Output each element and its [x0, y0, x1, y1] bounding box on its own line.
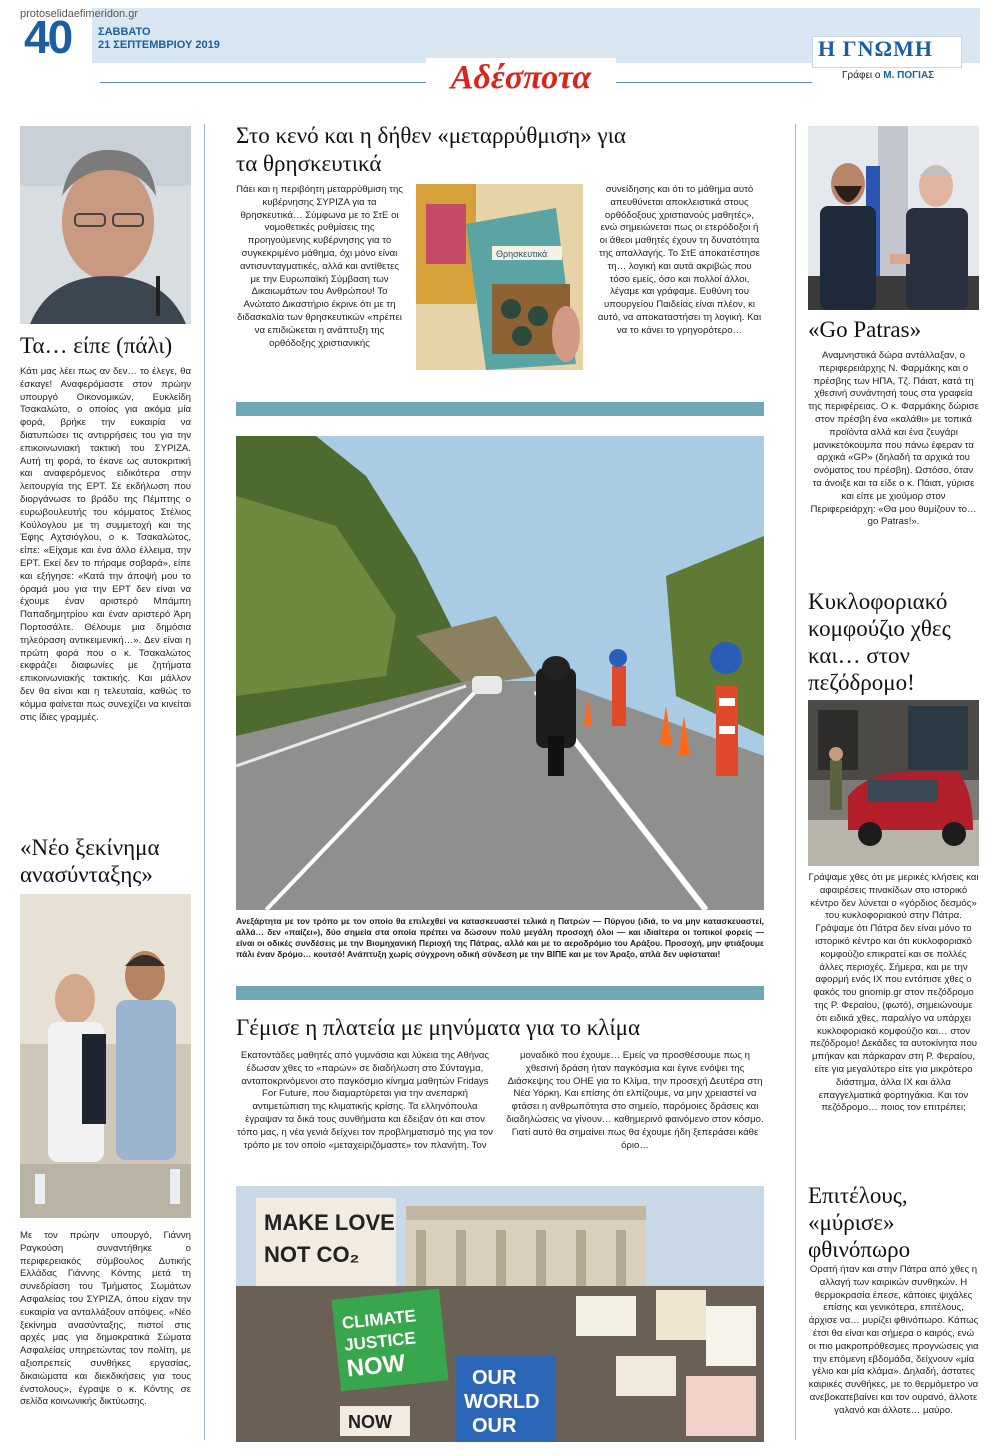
divider-band-1 — [236, 402, 764, 416]
photo-caption-road: Ανεξάρτητα με τον τρόπο με τον οποίο θα επιλεχθεί να κατασκευαστεί τελικά η Πατρών — Πύργου (ιδιά, το να μην κατασκευαστεί, αλλά… δεν «παίζει»), δύο σημεία στα οποία πρέπει να δώσουν πολύ μεγάλη προσοχή όλοι — και ιδιαίτερα οι τοπικοί φορείς — είναι οι οδικές συνδέσεις με την Βιομηχανική Περιοχή της Πάτρας, αλλά και με το αεροδρόμιο του Αράξου. Προσοχή, μην φτιάξουμε πάλι έναν δρόμο… κουτσό! Ανάπτυξη χωρίς σύγχρονη οδική σύνδεση με την ΒΙΠΕ και με τον Άραξο, απλά δεν υφίσταται! — [236, 916, 764, 959]
section-rule-left — [100, 82, 430, 83]
story-body-komfouzio: Γράψαμε χθες ότι με μερικές κλήσεις και αφαιρέσεις πινακίδων στο ιστορικό κέντρο δεν λύνεται ο «γόρδιος δεσμός» του κυκλοφοριακού στην Πάτρα. Γράψαμε ότι Πάτρα δεν είναι μόνο το ιστορικό κέντρο και ότι κυκλοφοριακό κομφούζιο επικρατεί και σε πολλές άλλες περιοχές. Σήμερα, και με την αφορμή ενός ΙΧ που εντόπισε χθες ο φακός του gnomip.gr στον πεζόδρομο της Ρ. Φεραίου, (φωτό), σημειώνουμε ότι ειδικά χθες, παραλίγο να υπάρχει κυκλοφοριακό κομφούζιο και… στον πεζόδρομο! Δεκάδες τα αυτοκίνητα που μπήκαν και πάρκαραν στη Ρ. Φεραίου, είτε για μεγαλύτερο είτε για μικρότερο διάστημα, άλλα ΙΧ και άλλα επαγγελματικά φορτηγάκια. Και τον πεζόδρομο… ποιος τον επιτρέπει; — [808, 872, 979, 1114]
sign-text-2a: CLIMATE — [341, 1306, 417, 1333]
issue-date — [98, 26, 220, 52]
column-byline — [842, 70, 934, 81]
story-title-komfouzio: Κυκλοφοριακό κομφούζιο χθες και… στον πεζόδρομο! — [808, 589, 951, 695]
section-rule-right — [612, 82, 812, 83]
photo-farmakis-pyatt — [808, 126, 979, 310]
story-col1-thriskeftika: Πάει και η περιβόητη μεταρρύθμιση της κυβέρνησης ΣΥΡΙΖΑ για τα θρησκευτικά… Σύμφωνα με το ΣτΕ οι νομοθετικές ρυθμίσεις της προηγούμενης κυβέρνησης για το συγκεκριμένο μάθημα, όχι μόνο είναι αντισυνταγματικές, αλλά και αντίθετες με την Ευρωπαϊκή Σύμβαση των Δικαιωμάτων του Ανθρώπου! Το Ανώτατο Δικαστήριο έκρινε ότι με τη διδασκαλία των θρησκευτικών «πρέπει να επιδιώκεται η ανάπτυξη της ορθόδοξης χριστιανικής — [236, 184, 403, 349]
story-title-anasyntaxi: «Νέο ξεκίνημα ανασύνταξης» — [20, 835, 160, 887]
byline-author: Μ. ΠΟΓΙΑΣ — [883, 70, 935, 81]
divider-band-2 — [236, 986, 764, 1000]
story-body-tsakalotos: Κάτι μας λέει πως αν δεν… το έλεγε, θα έσκαγε! Αναφερόμαστε στον πρώην υπουργό Οικονομικών, Ευκλείδη Τσακαλώτο, ο οποίος για ακόμα μία φορά, βρήκε την ευκαιρία να διατυπώσει τις αντιρρήσεις του για την επικοινωνιακή τακτική του ΣΥΡΙΖΑ. Αυτή τη φορά, το έκανε ως αυτοκριτική και αναφερόμενος ειδικότερα στην λειτουργία της ΕΡΤ. Σε εκδήλωση που διοργάνωσε το βράδυ της Πέμπτης ο ευρωβουλευτής του κόμματος Στέλιος Κούλογλου με τη συμμετοχή και της Έφης Αχτσιόγλου, ο κ. Τσακαλώτος, είπε: «Είχαμε και ένα άλλο έλλειμα, την ΕΡΤ. Εκεί δεν το πήραμε σοβαρά», είπε και εξήγησε: «Κατά την άποψή μου το όραμά μου για την ΕΡΤ δεν είναι να έχουμε έναν αριστερό Μπάμπη Παπαδημητρίου και έναν αριστερό Άρη Πορτοσάλτε. Θέλουμε μια δημόσια τηλεόραση αντικειμενική…». Δεν είναι η πρώτη φορά που ο κ. Τσακαλώτος εκφράζει διαφωνίες με ζητήματα επικοινωνιακής τακτικής. Και μάλλον δεν θα είναι και η τελευταία, καθώς το κόμμα φαίνεται πως συνεχίζει να κινείται στις ίδιες γραμμές. — [20, 366, 191, 723]
story-title-go-patras: «Go Patras» — [808, 317, 922, 342]
photo-car-art — [808, 700, 979, 866]
sign-text-3a: OUR — [472, 1367, 517, 1389]
photo-road-art — [236, 436, 764, 910]
page-number: 40 — [24, 11, 72, 63]
photo-ragousis-kontis — [20, 894, 191, 1218]
photo-protest-art — [236, 1186, 764, 1442]
section-title: Αδέσποτα — [426, 58, 616, 98]
photo-religious-books — [416, 184, 583, 370]
issue-date-text: 21 ΣΕΠΤΕΜΒΡΙΟΥ 2019 — [98, 39, 220, 51]
sign-text-1a: MAKE LOVE — [264, 1210, 395, 1235]
story-title-tsakalotos: Τα… είπε (πάλι) — [20, 333, 173, 358]
book-title: Θρησκευτικά — [496, 249, 548, 259]
sign-text-2c: NOW — [345, 1349, 407, 1383]
story-body-anasyntaxi: Με τον πρώην υπουργό, Γιάννη Ραγκούση συναντήθηκε ο περιφερειακός σύμβουλος Δυτικής Ελλάδας Γιάννης Κόντης μετά τη συνεδρίαση του Τμήματος Σωμάτων Ασφαλείας του ΣΥΡΙΖΑ, όπου είχαν την ευκαιρία να ανταλλάξουν απόψεις. «Νέο ξεκίνημα ανασύνταξης, πιστοί στις αρχές μας για δημοκρατικά Σώματα Ασφαλείας υπηρετώντας τον πολίτη, με αξιοπρεπείς συνθήκες εργασίας, δικαιώματα και διεκδικήσεις για τους ένστολους», έγραψε ο κ. Κόντης σε σελίδα κοινωνικής δικτύωσης. — [20, 1230, 191, 1408]
story-col2-klima: μοναδικό που έχουμε… Εμείς να προσθέσουμε πως η χθεσινή δράση ήταν παγκόσμια και έγινε ενόψει της Διάσκεψης του ΟΗΕ για το Κλίμα, την προσεχή Δευτέρα στη Νέα Υόρκη. Και επίσης ότι ελπίζουμε, να μην χρειαστεί να φτάσει η ανθρωπότητα στο σημείο, παρόμοιες δράσεις και διαδηλώσεις να γίνουν… καθημερινό φαινόμενο στον κόσμο. Γιατί αυτό θα σημαίνει πως θα έχουμε ήδη ξεπεράσει κάθε όριο… — [506, 1050, 764, 1151]
photo-religious-books-art — [416, 184, 583, 370]
sign-text-3c: OUR — [472, 1415, 517, 1437]
newspaper-logo: Η ΓΝΩΜΗ — [818, 36, 933, 61]
story-col2-thriskeftika: συνείδησης και ότι το μάθημα αυτό απευθύνεται αποκλειστικά στους ορθόδοξους χριστιανούς μαθητές», ενώ σημειώνεται πως οι ετερόδοξοι ή οι άθεοι μαθητές έχουν τη δυνατότητα της απαλλαγής. Το ΣτΕ αποκατέστησε τη… λογική και αυτά ακριβώς που τόσο εμείς, όσο και πολλοί άλλοι, λέγαμε και γράφαμε. Ευθύνη του υπουργείου Παιδείας είναι πλέον, κι αυτό, να αποκαταστήσει τη λογική. Και να το κάνει το γρηγορότερο… — [597, 184, 762, 336]
story-title-thriskeftika: Στο κενό και η δήθεν «μεταρρύθμιση» για τα θρησκευτικά — [236, 123, 626, 176]
photo-climate-protest — [236, 1186, 764, 1442]
photo-ragousis-kontis-art — [20, 894, 191, 1218]
sign-text-2b: JUSTICE — [343, 1328, 417, 1355]
byline-prefix: Γράφει ο — [842, 70, 881, 81]
photo-tsakalotos — [20, 126, 191, 324]
sign-text-1b: NOT CO₂ — [264, 1242, 360, 1267]
story-col1-klima: Εκατοντάδες μαθητές από γυμνάσια και λύκεια της Αθήνας έδωσαν χθες το «παρών» σε διαδήλωση στο Σύνταγμα, ανταποκρινόμενοι στο παγκόσμιο κίνημα μαθητών Fridays For Future, που διαμαρτύρεται για την ανεπαρκή αντιμετώπιση της κλιματικής κρίσης. Τα ελληνόπουλα έγραψαν τα δικά τους συνθήματα και έδειξαν ότι και στον τόπο μας, η νέα γενιά δείχνει τον προβληματισμό της για τον τρόπο με τον οποίο «μεταχειριζόμαστε» τον πλανήτη. Τον — [237, 1050, 493, 1151]
story-body-fthinoporo: Ορατή ήταν και στην Πάτρα από χθες η αλλαγή των καιρικών συνθηκών. Η θερμοκρασία έπεσε, κάποιες ψιχάλες επίσης και γενικότερα, επιτέλους, άρχισε να… μυρίζει φθινόπωρο. Κάπως έτσι θα είναι και σήμερα ο καιρός, ενώ οι πιο μακροπρόθεσμες προγνώσεις για την επόμενη εβδομάδα, δείχνουν «μία γέλιο και μία κλάμα». Δηλαδή, άστατες καιρικές συνθήκες, με το θερμόμετρο να ανεβοκατεβαίνει και τον ουρανό, άλλοτε γαλανό και άλλοτε… μαύρο. — [808, 1264, 979, 1416]
sign-text-4: NOW — [348, 1412, 392, 1432]
column-divider-right — [795, 124, 796, 1440]
story-title-klima: Γέμισε η πλατεία με μηνύματα για το κλίμα — [236, 1015, 641, 1040]
issue-day: ΣΑΒΒΑΤΟ — [98, 26, 151, 38]
photo-tsakalotos-art — [20, 126, 191, 324]
sign-text-3b: WORLD — [464, 1391, 540, 1413]
story-body-go-patras: Αναμνηστικά δώρα αντάλλαξαν, ο περιφερειάρχης Ν. Φαρμάκης και ο πρέσβης των ΗΠΑ, Τζ. Πάιατ, κατά τη χθεσινή συνάντησή τους στα γραφεία της περιφέρειας. Ο κ. Φαρμάκης δώρισε στον πρέσβη ένα «καλάθι» με τοπικά προϊόντα αλλά και ένα ζευγάρι μανικετόκουμπα που πάνω έφεραν τα αρχικά «GP» (δηλαδή τα αρχικά του ονόματος του πρέσβη). Ωστόσο, όταν τα άνοιξε και τα είδε ο κ. Πάιατ, γύρισε και είπε με χιούμορ στον Περιφερειάρχη: «Θα μου θυμίζουν το… go Patras!». — [808, 350, 979, 528]
photo-patras-pyrgos-road — [236, 436, 764, 910]
story-title-fthinoporo: Επιτέλους, «μύρισε» φθινόπωρο — [808, 1183, 911, 1262]
photo-farmakis-pyatt-art — [808, 126, 979, 310]
column-divider-left — [204, 124, 205, 1440]
photo-car-pedestrian-street — [808, 700, 979, 866]
watermark: protoselidaefimeridon.gr — [20, 8, 139, 20]
